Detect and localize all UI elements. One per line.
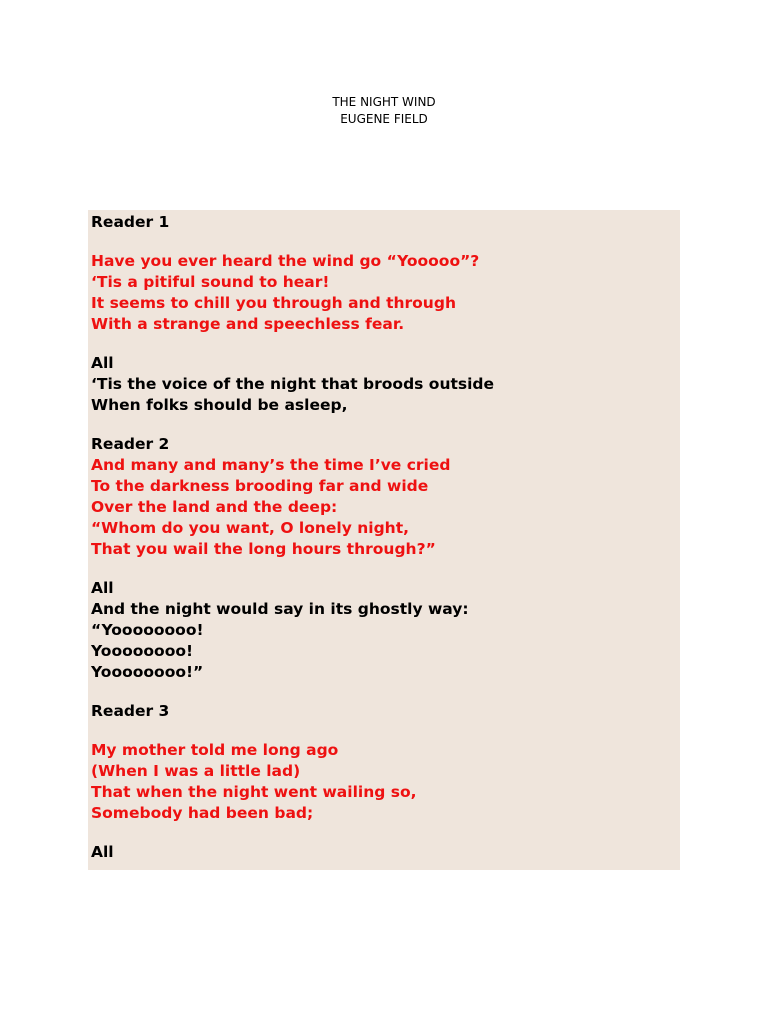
verse-line: Over the land and the deep: (91, 498, 338, 516)
verse-line: To the darkness brooding far and wide (91, 477, 429, 495)
verse-line: Somebody had been bad; (91, 804, 314, 822)
verse-line: It seems to chill you through and through (91, 294, 456, 312)
verse-line: With a strange and speechless fear. (91, 315, 405, 333)
verse-line: (When I was a little lad) (91, 762, 301, 780)
verse-line: And the night would say in its ghostly way: (91, 600, 469, 618)
script-box (88, 210, 680, 870)
verse-line: And many and many’s the time I’ve cried (91, 456, 451, 474)
speaker-label-all: All (91, 843, 114, 861)
verse-line: That you wail the long hours through?” (91, 540, 436, 558)
verse-line: My mother told me long ago (91, 741, 339, 759)
verse-line: That when the night went wailing so, (91, 783, 417, 801)
verse-line: Yoooooooo!” (91, 663, 204, 681)
verse-line: ‘Tis the voice of the night that broods outside (91, 375, 495, 393)
poem-author: EUGENE FIELD (340, 112, 428, 126)
verse-line: ‘Tis a pitiful sound to hear! (91, 273, 330, 291)
verse-line: “Yoooooooo! (91, 621, 204, 639)
speaker-label-all: All (91, 354, 114, 372)
verse-line: Have you ever heard the wind go “Yooooo”? (91, 252, 480, 270)
title-block (0, 94, 768, 128)
poem-title: THE NIGHT WIND (332, 95, 436, 109)
verse-line: “Whom do you want, O lonely night, (91, 519, 410, 537)
speaker-label-all: All (91, 579, 114, 597)
verse-line: Yoooooooo! (91, 642, 194, 660)
speaker-label-reader-2: Reader 2 (91, 435, 170, 453)
speaker-label-reader-1: Reader 1 (91, 213, 170, 231)
speaker-label-reader-3: Reader 3 (91, 702, 170, 720)
verse-line: When folks should be asleep, (91, 396, 348, 414)
